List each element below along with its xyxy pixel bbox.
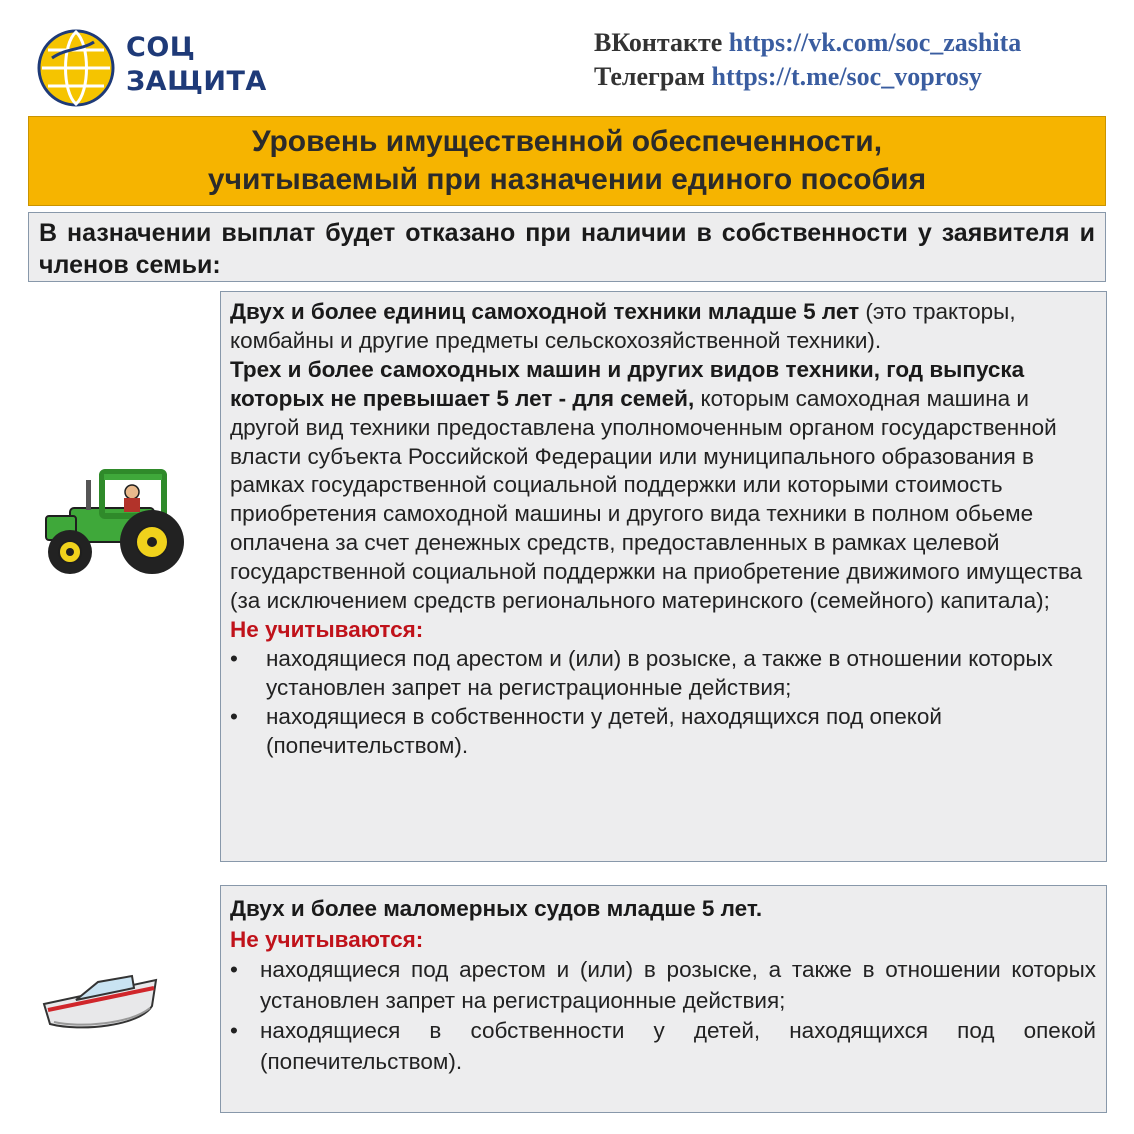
paragraph-small-vessels: Двух и более маломерных судов младше 5 лет. (230, 896, 763, 921)
boat-icon (40, 966, 160, 1038)
page-title (28, 116, 1106, 206)
logo-text-top: СОЦ (126, 32, 196, 63)
paragraph-agri-machinery-bold: Двух и более единиц самоходной техники младше 5 лет (230, 299, 860, 324)
title-line-1: Уровень имущественной обеспеченности, (251, 125, 883, 158)
paragraph-self-propelled-bold: Трех и более самоходных машин и других видов техники, год выпуска которых не превышает 5 лет - для семей, (230, 356, 1025, 411)
list-item: • находящиеся под арестом и (или) в розыске, а также в отношении которых установлен запрет на регистрационные действия; (230, 955, 1096, 1016)
vk-contact (594, 26, 1021, 60)
vk-label: ВКонтакте (594, 28, 723, 57)
boat-illustration (40, 966, 160, 1043)
paragraph-agri-machinery-rest: (это тракторы, комбайны и другие предметы сельскохозяйственной техники). (230, 299, 1016, 353)
paragraph-self-propelled-rest: которым самоходная машина и другой вид техники предоставлена уполномоченным органом государственной власти субъекта Российской Федерации или муниципального образования в рамках государственной социальной поддержки или которыми стоимость приобретения самоходной машины и другого вида техники в полном обьеме оплачена за счет денежных средств, предоставленных в рамках целевой государственной социальной поддержки на приобретение движимого имущества (за исключением средств регионального материнского (семейного) капитала); (230, 385, 1083, 614)
logo-text-bottom: ЗАЩИТА (126, 66, 267, 97)
list-item: • находящиеся в собственности у детей, находящихся под опекой (попечительством). (230, 1016, 1096, 1077)
vk-link[interactable]: https://vk.com/soc_zashita (728, 28, 1022, 57)
exceptions-list (230, 645, 1096, 761)
tractor-icon (40, 466, 190, 578)
telegram-link[interactable]: https://t.me/soc_voprosy (711, 62, 982, 91)
list-item: • находящиеся под арестом и (или) в розыске, а также в отношении которых установлен запрет на регистрационные действия; (230, 645, 1096, 703)
exceptions-title: Не учитываются: (230, 926, 424, 952)
intro-text: В назначении выплат будет отказано при наличии в собственности у заявителя и членов семьи: (28, 212, 1106, 282)
title-line-2: учитываемый при назначении единого пособия (207, 163, 927, 196)
list-item: • находящиеся в собственности у детей, находящихся под опекой (попечительством). (230, 703, 1096, 761)
logo (36, 28, 276, 108)
exceptions-list (230, 955, 1096, 1077)
tractor-illustration (40, 466, 190, 583)
contacts (594, 26, 1021, 94)
telegram-label: Телеграм (594, 62, 705, 91)
paragraph-self-propelled (230, 356, 1096, 616)
globe-logo-icon (36, 28, 116, 108)
exceptions-title: Не учитываются: (230, 616, 424, 642)
section-small-vessels (220, 885, 1107, 1113)
paragraph-agri-machinery (230, 298, 1096, 356)
section-self-propelled-vehicles (220, 291, 1107, 862)
telegram-contact (594, 60, 1021, 94)
